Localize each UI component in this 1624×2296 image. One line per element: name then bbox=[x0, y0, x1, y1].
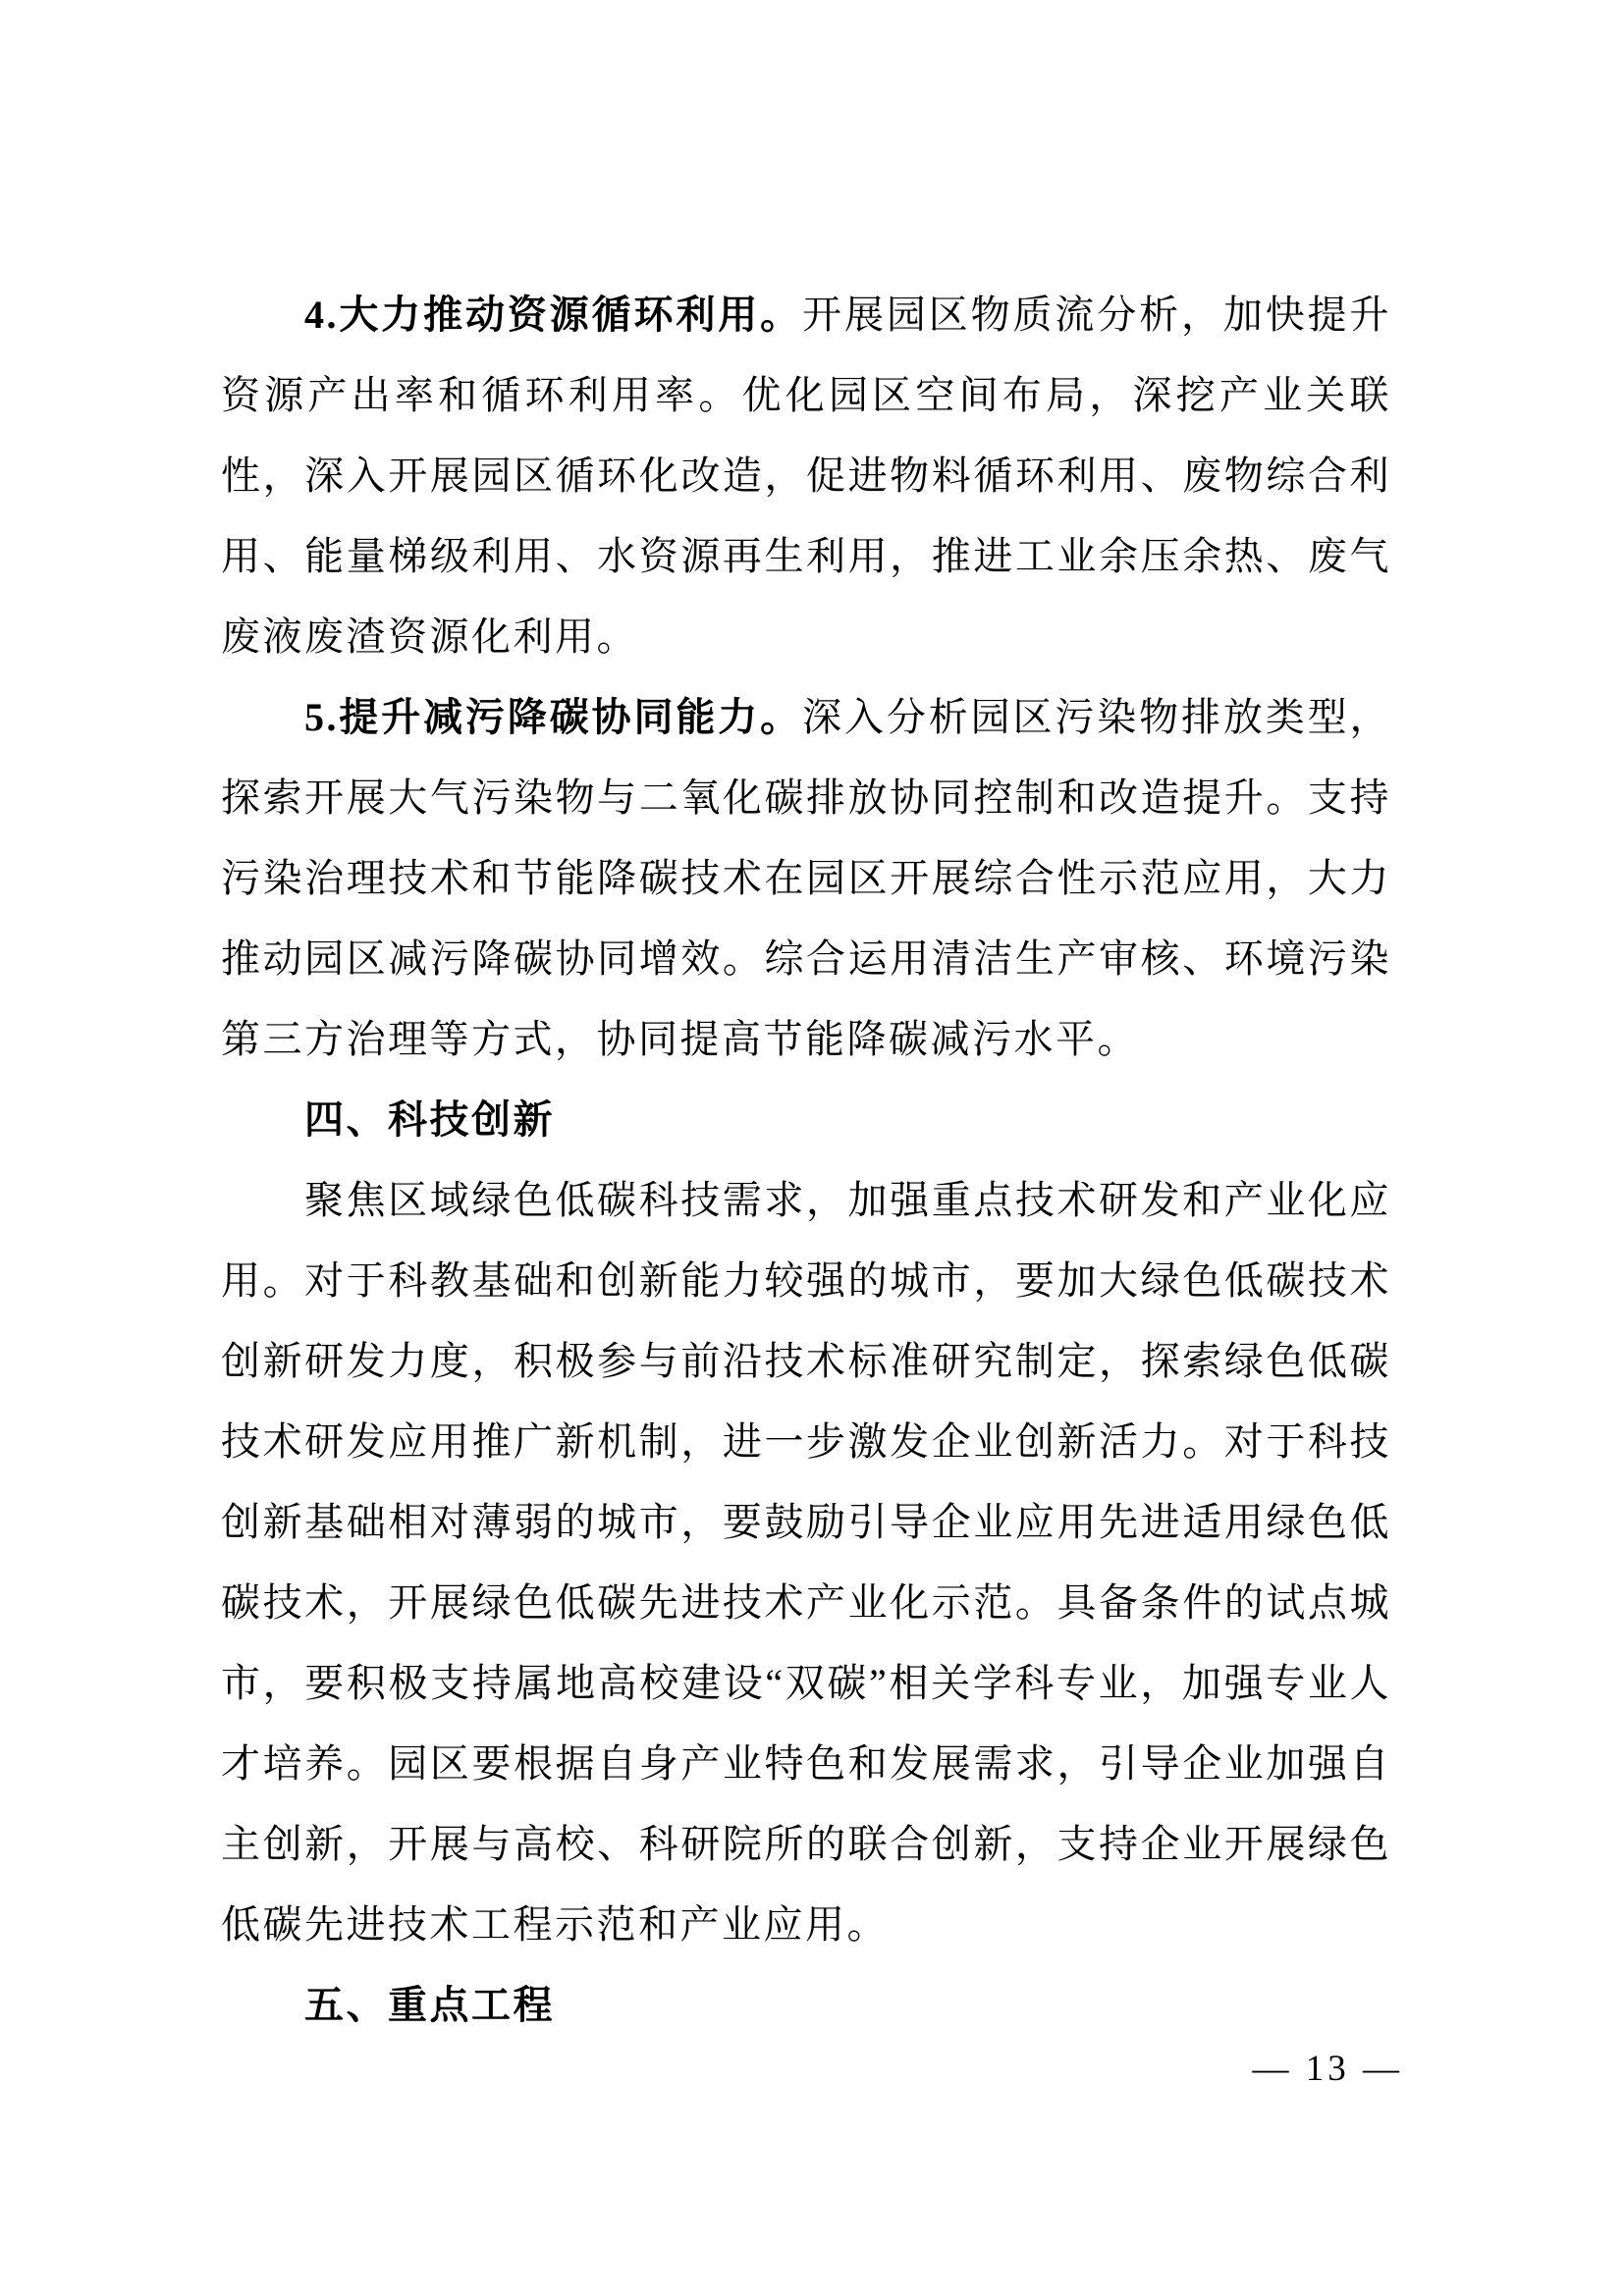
paragraph-pollution-carbon-synergy bbox=[221, 677, 1391, 1080]
page-number: — 13 — bbox=[1252, 2049, 1403, 2089]
paragraph-tech-innovation: 聚焦区域绿色低碳科技需求，加强重点技术研发和产业化应用。对于科教基础和创新能力较强的城市，要加大绿色低碳技术创新研发力度，积极参与前沿技术标准研究制定，探索绿色低碳技术研发应用推广新机制，进一步激发企业创新活力。对于科技创新基础相对薄弱的城市，要鼓励引导企业应用先进适用绿色低碳技术，开展绿色低碳先进技术产业化示范。具备条件的试点城市，要积极支持属地高校建设“双碳”相关学科专业，加强专业人才培养。园区要根据自身产业特色和发展需求，引导企业加强自主创新，开展与高校、科研院所的联合创新，支持企业开展绿色低碳先进技术工程示范和产业应用。 bbox=[221, 1178, 1391, 1947]
document-body bbox=[221, 275, 1391, 2046]
section-heading-tech-innovation: 四、科技创新 bbox=[304, 1098, 555, 1142]
paragraph-resource-recycling-lead: 4.大力推动资源循环利用。 bbox=[304, 293, 803, 337]
paragraph-resource-recycling-text: 开展园区物质流分析，加快提升资源产出率和循环利用率。优化园区空间布局，深挖产业关联性，深入开展园区循环化改造，促进物料循环利用、废物综合利用、能量梯级利用、水资源再生利用，推进工业余压余热、废气废液废渣资源化利用。 bbox=[221, 293, 1392, 659]
section-heading-key-projects: 五、重点工程 bbox=[304, 1984, 555, 2027]
paragraph-pollution-carbon-synergy-text: 深入分析园区污染物排放类型，探索开展大气污染物与二氧化碳排放协同控制和改造提升。支持污染治理技术和节能降碳技术在园区开展综合性示范应用，大力推动园区减污降碳协同增效。综合运用清洁生产审核、环境污染第三方治理等方式，协同提高节能降碳减污水平。 bbox=[221, 695, 1392, 1061]
paragraph-pollution-carbon-synergy-lead: 5.提升减污降碳协同能力。 bbox=[304, 695, 803, 739]
paragraph-resource-recycling bbox=[221, 275, 1391, 677]
